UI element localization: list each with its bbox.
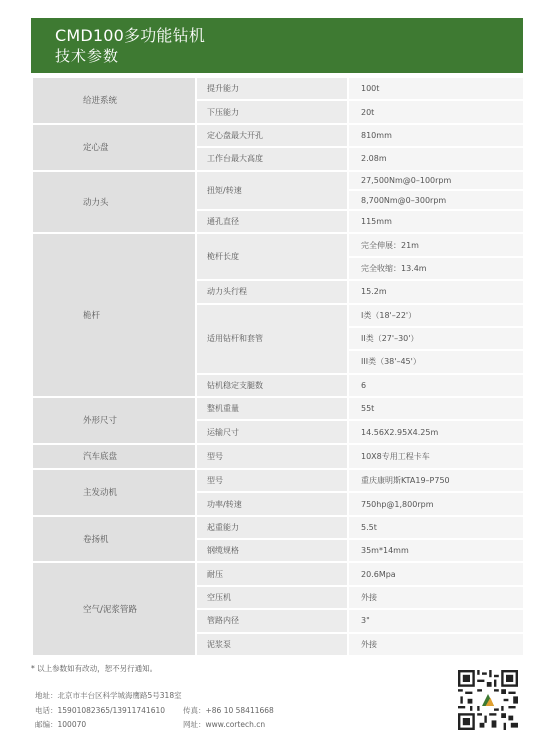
- phone-text: 电话：15901082365/13911741610: [35, 706, 166, 715]
- param-label: 型号: [196, 444, 348, 469]
- table-row: [32, 469, 524, 492]
- website-text: 网址：www.cortech.cn: [183, 720, 266, 729]
- param-label: 功率/转速: [196, 492, 348, 515]
- param-value: 5.5t: [348, 516, 524, 539]
- param-label: 动力头行程: [196, 280, 348, 303]
- param-value: 55t: [348, 397, 524, 420]
- param-value: III类（38'–45'）: [348, 350, 524, 373]
- param-label: 钻机稳定支腿数: [196, 374, 348, 397]
- page-header: [31, 18, 523, 73]
- table-row: [32, 444, 524, 469]
- postcode-text: 邮编：100070: [35, 720, 87, 729]
- spec-table: [31, 76, 525, 657]
- param-value: 完全收缩：13.4m: [348, 257, 524, 280]
- param-value: 810mm: [348, 124, 524, 147]
- group-label: 定心盘: [32, 124, 196, 171]
- param-value: 6: [348, 374, 524, 397]
- table-row: [32, 562, 524, 585]
- param-label: 工作台最大高度: [196, 147, 348, 170]
- param-value: 750hp@1,800rpm: [348, 492, 524, 515]
- param-value: 115mm: [348, 210, 524, 233]
- param-value: II类（27'–30'）: [348, 327, 524, 350]
- param-label: 通孔直径: [196, 210, 348, 233]
- group-label: 卷扬机: [32, 516, 196, 563]
- param-label: 定心盘最大开孔: [196, 124, 348, 147]
- param-label: 泥浆泵: [196, 633, 348, 656]
- param-value: 重庆康明斯KTA19–P750: [348, 469, 524, 492]
- table-row: [32, 77, 524, 100]
- address-text: 地址：北京市丰台区科学城海鹰路5号318室: [35, 691, 182, 700]
- param-label: 钢缆规格: [196, 539, 348, 562]
- param-value: 10X8专用工程卡车: [348, 444, 524, 469]
- param-value: 20t: [348, 100, 524, 123]
- footnote: * 以上参数如有改动，恕不另行通知。: [31, 664, 158, 673]
- param-value: 外接: [348, 633, 524, 656]
- group-label: 动力头: [32, 171, 196, 234]
- group-label: 外形尺寸: [32, 397, 196, 444]
- param-label: 管路内径: [196, 609, 348, 632]
- param-value: 2.08m: [348, 147, 524, 170]
- param-label: 桅杆长度: [196, 233, 348, 280]
- param-value: 15.2m: [348, 280, 524, 303]
- param-label: 提升能力: [196, 77, 348, 100]
- param-value: 3": [348, 609, 524, 632]
- param-label: 运输尺寸: [196, 420, 348, 443]
- group-label: 给进系统: [32, 77, 196, 124]
- param-value: 27,500Nm@0–100rpm: [348, 171, 524, 191]
- table-row: [32, 516, 524, 539]
- param-label: 扭矩/转速: [196, 171, 348, 211]
- param-value: 完全伸展：21m: [348, 233, 524, 256]
- table-row: [32, 171, 524, 191]
- param-value: 100t: [348, 77, 524, 100]
- group-label: 主发动机: [32, 469, 196, 516]
- param-label: 型号: [196, 469, 348, 492]
- group-label: 桅杆: [32, 233, 196, 397]
- group-label: 汽车底盘: [32, 444, 196, 469]
- param-value: 8,700Nm@0–300rpm: [348, 190, 524, 210]
- param-label: 起重能力: [196, 516, 348, 539]
- param-value: 外接: [348, 586, 524, 609]
- param-value: 35m*14mm: [348, 539, 524, 562]
- qr-code-icon: [458, 670, 518, 730]
- group-label: 空气/泥浆管路: [32, 562, 196, 656]
- param-value: 20.6Mpa: [348, 562, 524, 585]
- param-label: 适用钻杆和套管: [196, 304, 348, 374]
- table-row: [32, 124, 524, 147]
- table-row: [32, 233, 524, 256]
- param-label: 整机重量: [196, 397, 348, 420]
- param-label: 空压机: [196, 586, 348, 609]
- page-subtitle: 技术参数: [55, 47, 120, 65]
- page-title: CMD100多功能钻机: [55, 26, 206, 45]
- param-value: 14.56X2.95X4.25m: [348, 420, 524, 443]
- param-label: 耐压: [196, 562, 348, 585]
- table-row: [32, 397, 524, 420]
- param-value: I类（18'–22'）: [348, 304, 524, 327]
- fax-text: 传真：+86 10 58411668: [183, 706, 274, 715]
- param-label: 下压能力: [196, 100, 348, 123]
